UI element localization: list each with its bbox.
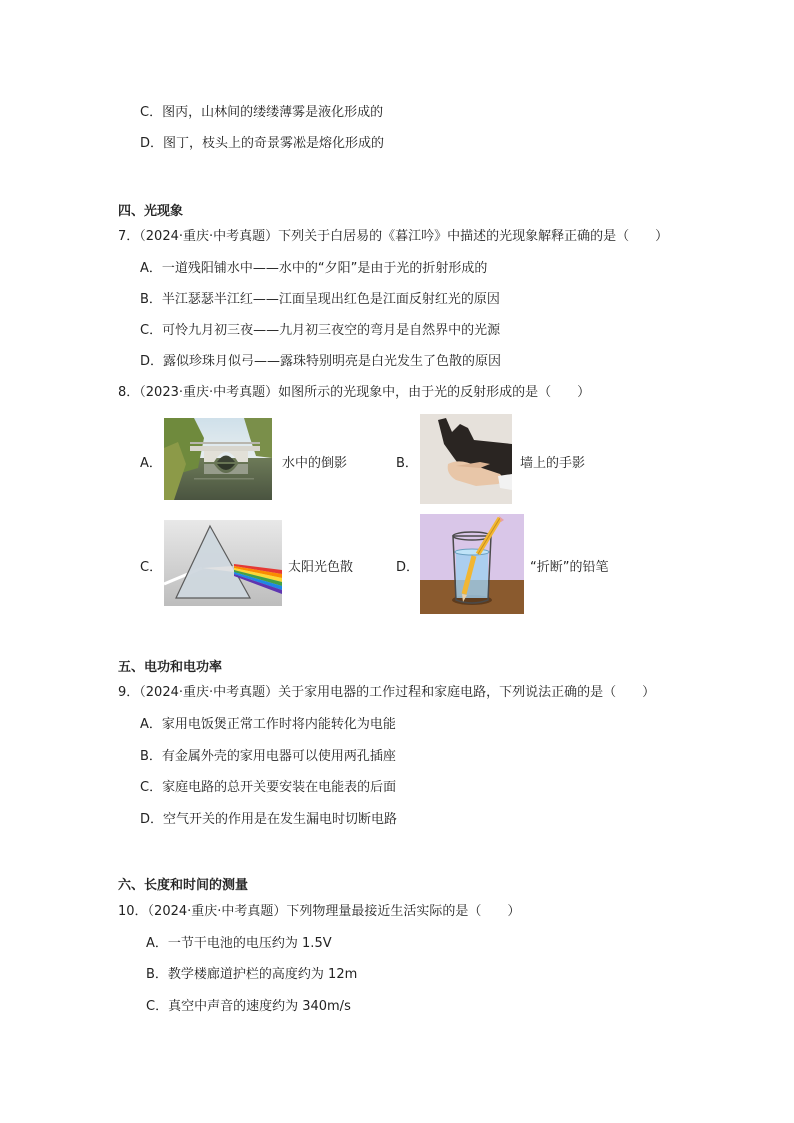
bent-pencil-image xyxy=(420,514,524,614)
option-text: 真空中声音的速度约为 340m/s xyxy=(168,999,351,1014)
q8-option-d-label: D． xyxy=(396,560,420,575)
option-label: D． xyxy=(140,812,164,827)
q8-option-b-caption: 墙上的手影 xyxy=(520,456,586,471)
option-label: A． xyxy=(140,261,162,276)
option-text: 露似珍珠月似弓——露珠特别明亮是白光发生了色散的原因 xyxy=(163,354,502,369)
question-8-stem: 8．（2023·重庆·中考真题）如图所示的光现象中，由于光的反射形成的是（ ） xyxy=(118,385,591,400)
section-title-electric-power: 五、电功和电功率 xyxy=(118,660,223,675)
q9-option-c xyxy=(140,779,396,797)
option-label: B． xyxy=(140,292,162,307)
q10-option-c xyxy=(146,998,351,1016)
option-text: 图丙，山林间的缕缕薄雾是液化形成的 xyxy=(162,105,384,120)
question-10-stem: 10．（2024·重庆·中考真题）下列物理量最接近生活实际的是（ ） xyxy=(118,904,521,919)
q8-option-a-label: A． xyxy=(140,456,162,471)
option-text: 一道残阳铺水中——水中的“夕阳”是由于光的折射形成的 xyxy=(161,261,488,276)
option-text: 家庭电路的总开关要安装在电能表的后面 xyxy=(162,780,397,795)
q8-option-b-label: B． xyxy=(396,456,418,471)
option-label: C． xyxy=(140,780,163,795)
option-text: 空气开关的作用是在发生漏电时切断电路 xyxy=(163,812,398,827)
option-label: B． xyxy=(146,967,168,982)
option-label: C． xyxy=(140,323,163,338)
q9-option-b xyxy=(140,748,396,766)
q9-option-d xyxy=(140,811,397,829)
option-text: 一节干电池的电压约为 1.5V xyxy=(167,936,332,951)
prism-dispersion-image xyxy=(164,520,282,606)
option-label: A． xyxy=(140,717,162,732)
option-text: 有金属外壳的家用电器可以使用两孔插座 xyxy=(161,749,396,764)
section-title-optics: 四、光现象 xyxy=(118,204,184,219)
q8-option-d-caption: “折断”的铅笔 xyxy=(530,560,609,575)
q8-option-c-label: C． xyxy=(140,560,163,575)
option-label: C． xyxy=(146,999,169,1014)
bridge-reflection-image xyxy=(164,418,272,500)
option-label: D． xyxy=(140,354,164,369)
option-text: 半江瑟瑟半江红——江面呈现出红色是江面反射红光的原因 xyxy=(161,292,500,307)
q7-option-b xyxy=(140,291,500,309)
option-c-continued xyxy=(140,104,383,122)
option-text: 教学楼廊道护栏的高度约为 12m xyxy=(167,967,358,982)
q8-option-a-caption: 水中的倒影 xyxy=(282,456,348,471)
option-text: 图丁，枝头上的奇景雾凇是熔化形成的 xyxy=(163,136,385,151)
option-d-continued xyxy=(140,135,384,153)
q9-option-a xyxy=(140,716,396,734)
option-label: A． xyxy=(146,936,168,951)
option-label: B． xyxy=(140,749,162,764)
option-label: C． xyxy=(140,105,163,120)
q7-option-d xyxy=(140,353,501,371)
q7-option-a xyxy=(140,260,487,278)
option-text: 可怜九月初三夜——九月初三夜空的弯月是自然界中的光源 xyxy=(162,323,501,338)
option-text: 家用电饭煲正常工作时将内能转化为电能 xyxy=(161,717,396,732)
q7-option-c xyxy=(140,322,500,340)
q10-option-a xyxy=(146,935,332,953)
section-title-measurement: 六、长度和时间的测量 xyxy=(118,878,249,893)
q8-option-c-caption: 太阳光色散 xyxy=(288,560,354,575)
question-9-stem: 9．（2024·重庆·中考真题）关于家用电器的工作过程和家庭电路，下列说法正确的是（ ） xyxy=(118,685,656,700)
question-7-stem: 7．（2024·重庆·中考真题）下列关于白居易的《暮江吟》中描述的光现象解释正确的是（ ） xyxy=(118,229,669,244)
q10-option-b xyxy=(146,966,357,984)
hand-shadow-image xyxy=(420,414,512,504)
option-label: D． xyxy=(140,136,164,151)
